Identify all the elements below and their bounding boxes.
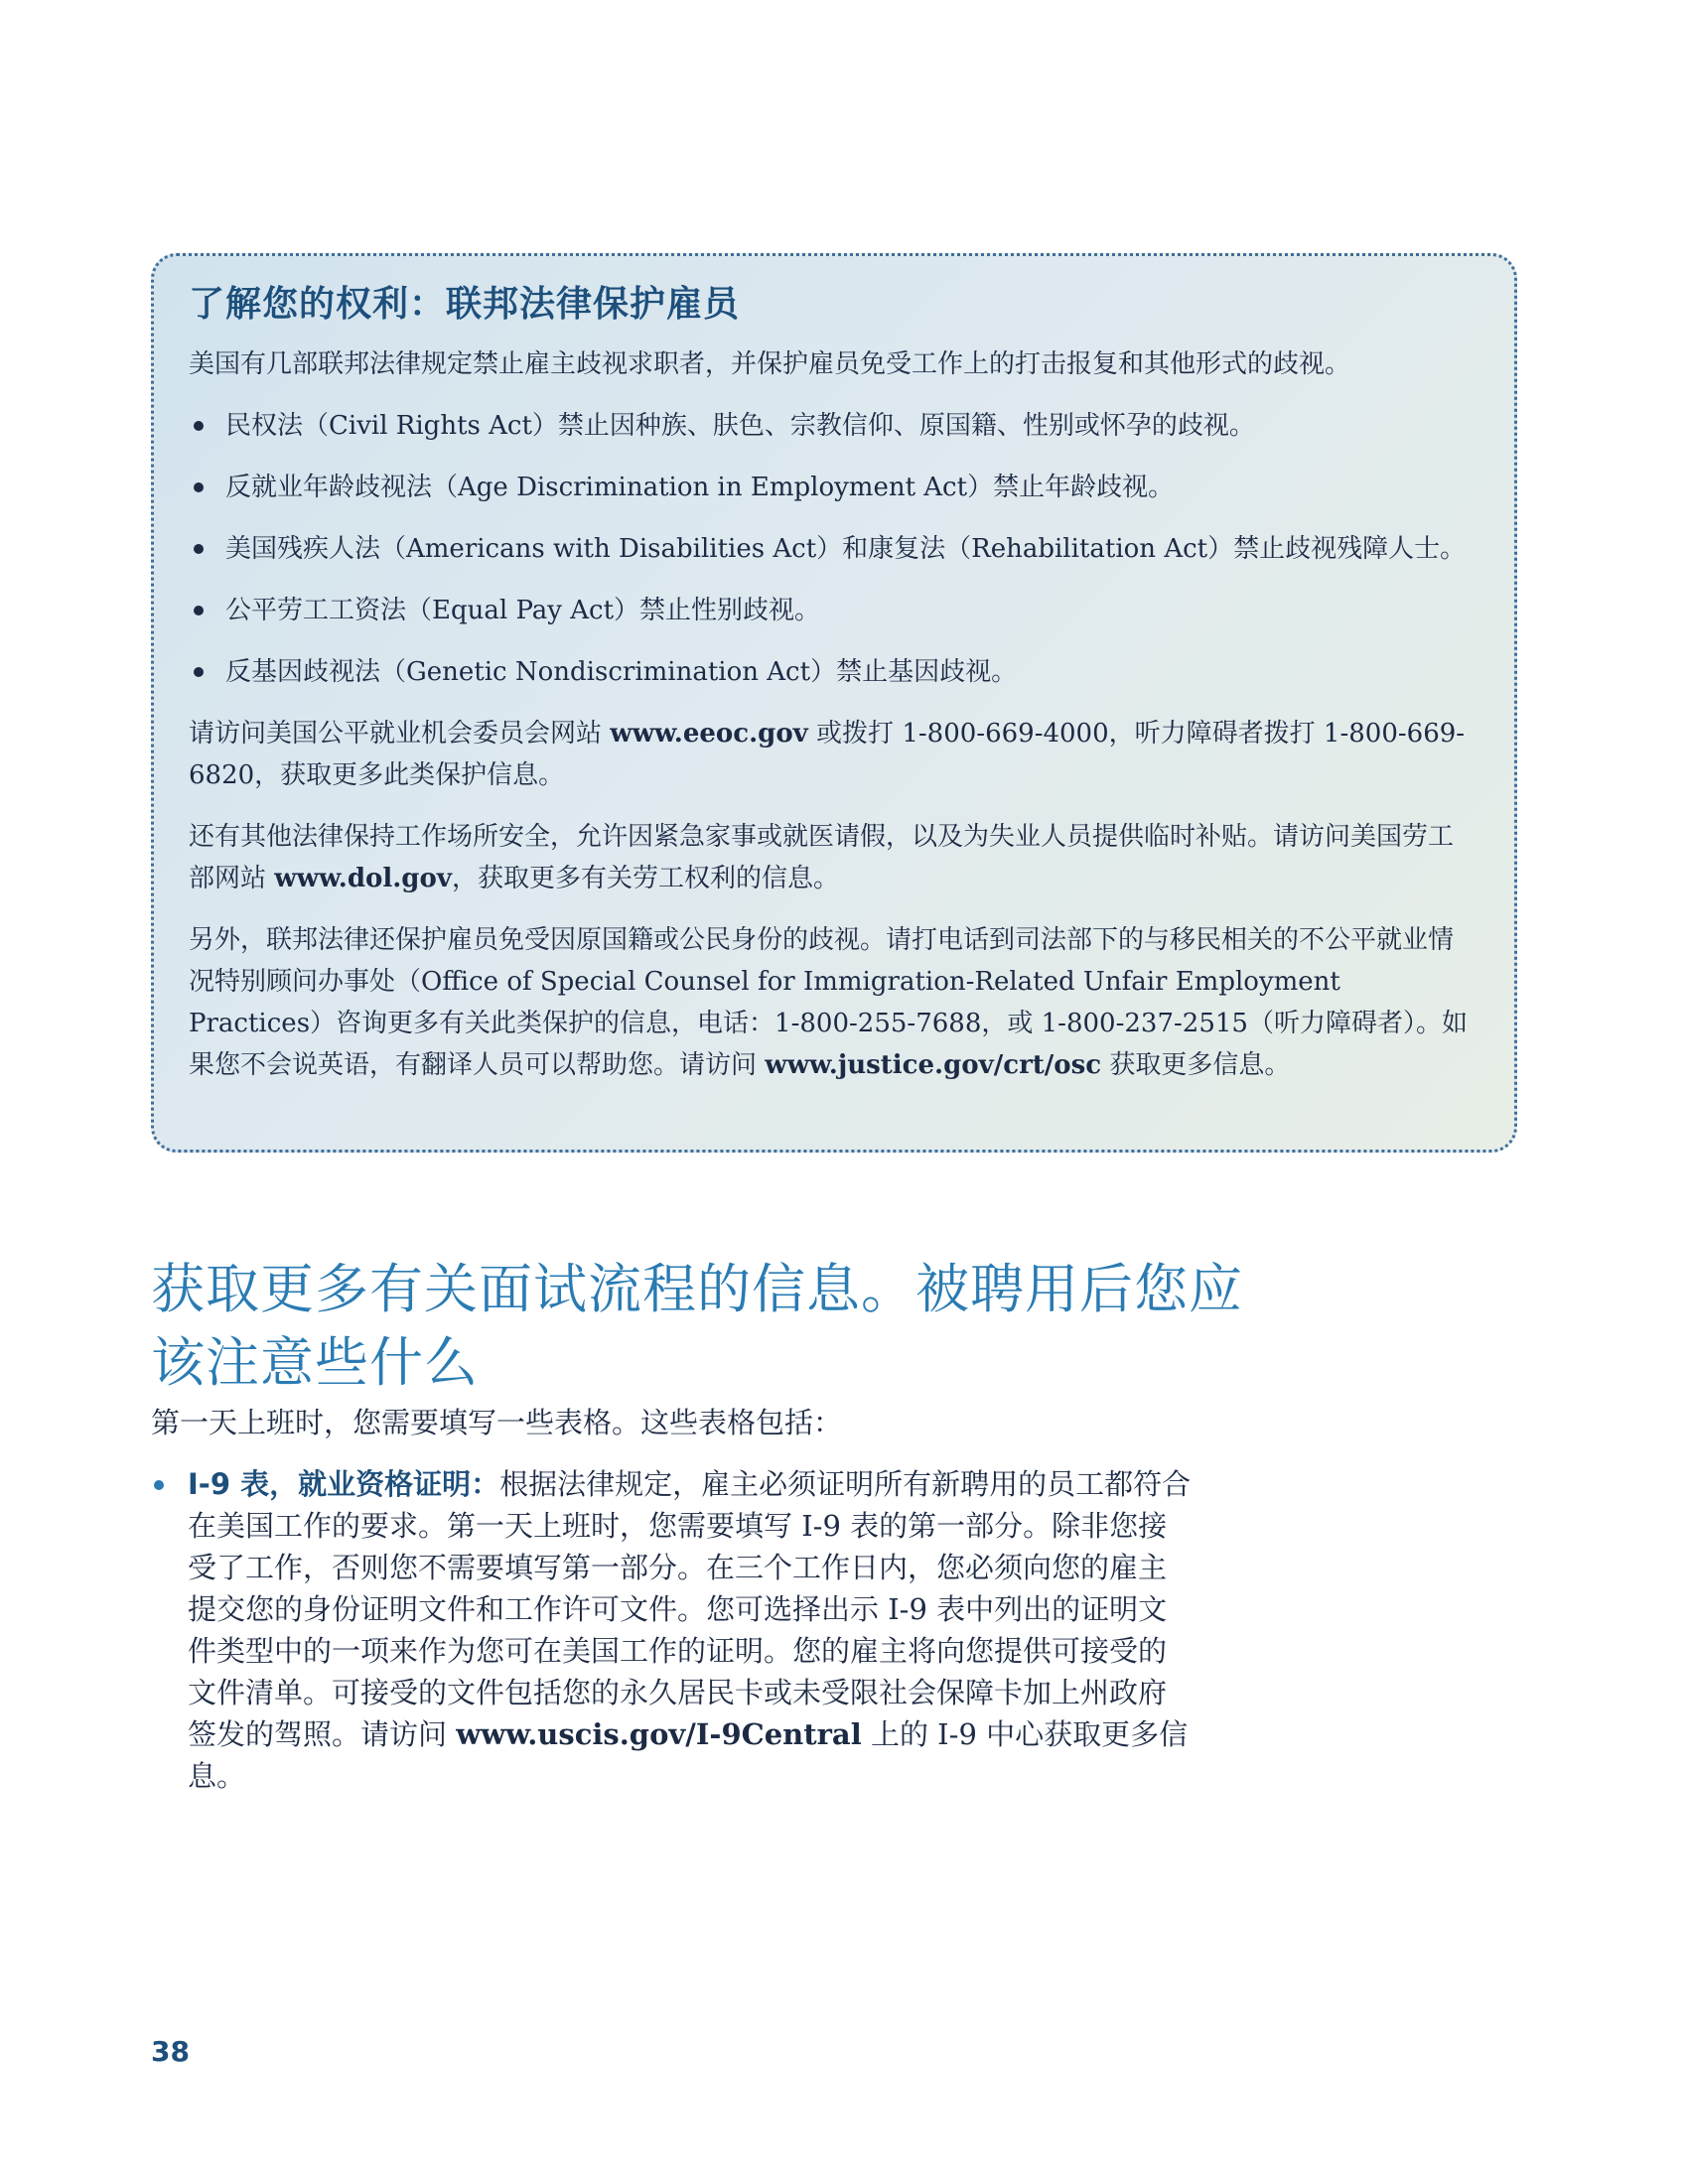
osc-paragraph: [189, 919, 1475, 1086]
i9-form-item: [151, 1463, 1194, 1797]
rights-info-box: [151, 253, 1517, 1153]
dol-text-after: ，获取更多有关劳工权利的信息。: [451, 864, 839, 893]
section-intro: 第一天上班时，您需要填写一些表格。这些表格包括：: [151, 1406, 843, 1439]
rights-box-title: 了解您的权利：联邦法律保护雇员: [189, 284, 741, 325]
dol-text-before: 还有其他法律保持工作场所安全，允许因紧急家事或就医请假，以及为失业人员提供临时补贴。请访问美国劳工部网站: [189, 822, 1455, 893]
i9-text-after: 上的 I-9 中心获取更多信息。: [188, 1717, 1189, 1793]
law-item-civil-rights: 民权法（Civil Rights Act）禁止因种族、肤色、宗教信仰、原国籍、性别或怀孕的歧视。: [189, 405, 1475, 447]
forms-list: [151, 1463, 1194, 1797]
osc-link[interactable]: www.justice.gov/crt/osc: [765, 1050, 1102, 1080]
law-item-genetic: 反基因歧视法（Genetic Nondiscrimination Act）禁止基因歧视。: [189, 651, 1475, 693]
federal-law-list: [189, 405, 1475, 693]
uscis-link[interactable]: www.uscis.gov/I-9Central: [456, 1717, 862, 1751]
dol-paragraph: [189, 816, 1475, 899]
osc-text-after: 获取更多信息。: [1101, 1050, 1291, 1080]
law-item-age-discrimination: 反就业年龄歧视法（Age Discrimination in Employment Act）禁止年龄歧视。: [189, 467, 1475, 508]
rights-box-intro: 美国有几部联邦法律规定禁止雇主歧视求职者，并保护雇员免受工作上的打击报复和其他形式的歧视。: [189, 349, 1351, 379]
page-number: 38: [151, 2035, 190, 2068]
law-item-equal-pay: 公平劳工工资法（Equal Pay Act）禁止性别歧视。: [189, 590, 1475, 631]
i9-text: 根据法律规定，雇主必须证明所有新聘用的员工都符合在美国工作的要求。第一天上班时，您需要填写 I-9 表的第一部分。除非您接受了工作，否则您不需要填写第一部分。在三个工作日内，您必须向您的雇主提交您的身份证明文件和工作许可文件。您可选择出示 I-9 表中列出的证明文件类型中的一项来作为您可在美国工作的证明。您的雇主将向您提供可接受的文件清单。可接受的文件包括您的永久居民卡或未受限社会保障卡加上州政府签发的驾照。请访问: [188, 1467, 1192, 1751]
eeoc-text-before: 请访问美国公平就业机会委员会网站: [189, 719, 611, 749]
law-item-disabilities: 美国残疾人法（Americans with Disabilities Act）和康复法（Rehabilitation Act）禁止歧视残障人士。: [189, 528, 1475, 570]
eeoc-link[interactable]: www.eeoc.gov: [610, 719, 808, 749]
eeoc-text-after: 或拨打 1-800-669-4000，听力障碍者拨打 1-800-669-6820，获取更多此类保护信息。: [189, 719, 1466, 790]
i9-term: I-9 表，就业资格证明：: [188, 1467, 500, 1501]
dol-link[interactable]: www.dol.gov: [274, 864, 452, 893]
section-heading: 获取更多有关面试流程的信息。被聘用后您应该注意些什么: [151, 1258, 1243, 1394]
osc-text-before: 另外，联邦法律还保护雇员免受因原国籍或公民身份的歧视。请打电话到司法部下的与移民相关的不公平就业情况特别顾问办事处（Office of Special Counsel for Immigration-Related Unfair Employment Practices）咨询更多有关此类保护的信息，电话：1-800-255-7688，或 1-800-237-2515（听力障碍者）。如果您不会说英语，有翻译人员可以帮助您。请访问: [189, 925, 1468, 1080]
eeoc-paragraph: [189, 713, 1475, 796]
